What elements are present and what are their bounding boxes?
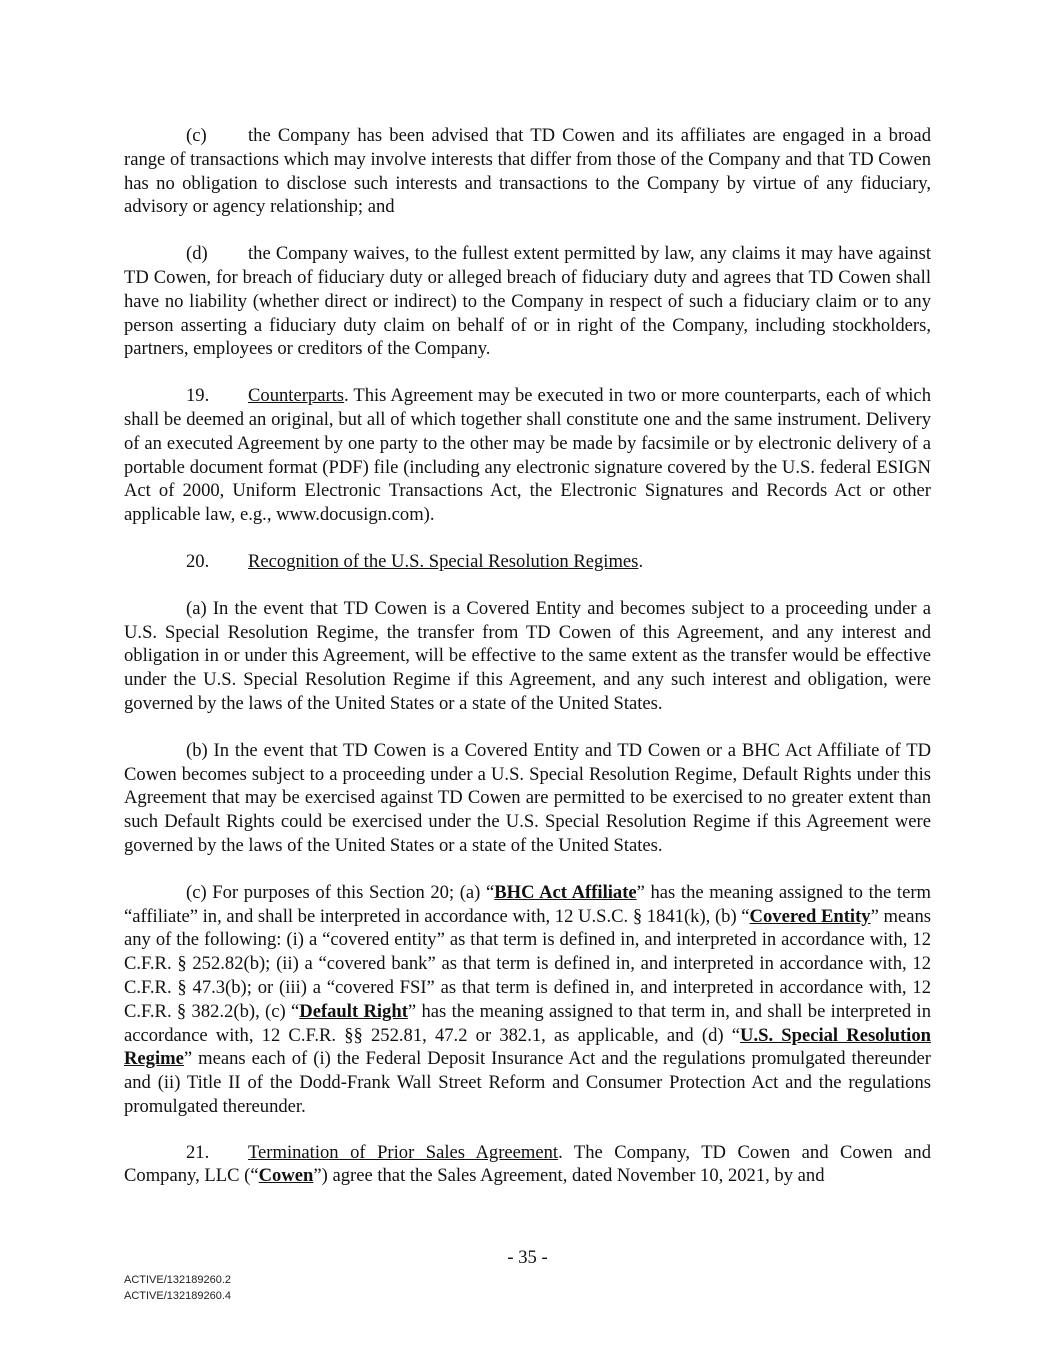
section-20-b-text: (b) In the event that TD Cowen is a Covered Entity and TD Cowen or a BHC Act Affiliate of TD Cowen becomes subject to a proceeding under a U.S. Special Resolution Regime, Default Rights under this Agreement that may be exercised against TD Cowen are permitted to be exercised to no greater extent than such Default Rights could be exercised under the U.S. Special Resolution Regime if this Agreement were governed by the laws of the United States or a state of the United States. [124,739,931,856]
defined-term-us-special-resolution-regime: U.S. Special Resolution Regime [124,1024,931,1070]
paragraph-c-label: (c) [186,125,207,146]
section-20-number: 20. [186,550,210,572]
section-20-c-part2: ” has the meaning assigned to the term “affiliate” in, and shall be interpreted in accordance with, 12 U.S.C. § 1841(k), (b) “ [124,881,931,927]
section-21 [124,1141,931,1189]
section-21-text2: ”) agree that the Sales Agreement, dated November 10, 2021, by and [313,1165,825,1187]
section-20-a [124,597,931,716]
paragraph-c-text: the Company has been advised that TD Cowen and its affiliates are engaged in a broad range of transactions which may involve interests that differ from those of the Company and that TD Cowen has no obligation to disclose such interests and transactions to the Company by virtue of any fiduciary, advisory or agency relationship; and [124,125,931,218]
document-page [124,124,931,1211]
section-20-title-end: . [638,550,644,572]
doc-id-2: ACTIVE/132189260.4 [124,1290,232,1302]
section-21-title: Termination of Prior Sales Agreement [248,1141,559,1163]
section-19-text: . This Agreement may be executed in two or more counterparts, each of which shall be deemed an original, but all of which together shall constitute one and the same instrument. Delivery of an executed Agreement by one party to the other may be made by facsimile or by electronic delivery of a portable document format (PDF) file (including any electronic signature covered by the U.S. federal ESIGN Act of 2000, Uniform Electronic Transactions Act, the Electronic Signatures and Records Act or other applicable law, e.g., www.docusign.com). [124,385,931,526]
defined-term-bhc-act-affiliate: BHC Act Affiliate [494,881,637,903]
section-20-c-part5: ” means each of (i) the Federal Deposit Insurance Act and the regulations promulgated thereunder and (ii) Title II of the Dodd-Frank Wall Street Reform and Consumer Protection Act and the regulations promulgated thereunder. [124,1048,931,1117]
section-20-b [124,739,931,858]
section-20-c [124,881,931,1119]
paragraph-d [124,242,931,361]
section-20-c-part3: ” means any of the following: (i) a “covered entity” as that term is defined in, and interpreted in accordance with, 12 C.F.R. § 252.82(b); (ii) a “covered bank” as that term is defined in, and interpreted in accordance with, 12 C.F.R. § 47.3(b); or (iii) a “covered FSI” as that term is defined in, and interpreted in accordance with, 12 C.F.R. § 382.2(b), (c) “ [124,905,931,1022]
section-19-title: Counterparts [248,385,345,407]
defined-term-default-right: Default Right [299,1000,408,1022]
page-number: - 35 - [507,1247,548,1268]
section-20-title: Recognition of the U.S. Special Resolution Regimes [248,550,639,572]
section-20-heading [124,550,931,574]
defined-term-covered-entity: Covered Entity [749,905,871,927]
paragraph-d-label: (d) [186,243,208,265]
document-footer [124,1272,231,1304]
paragraph-d-text: the Company waives, to the fullest extent permitted by law, any claims it may have against TD Cowen, for breach of fiduciary duty or alleged breach of fiduciary duty and agrees that TD Cowen shall have no liability (whether direct or indirect) to the Company in respect of such a fiduciary claim or to any person asserting a fiduciary duty claim on behalf of or in right of the Company, including stockholders, partners, employees or creditors of the Company. [124,243,931,360]
section-21-text1: . The Company, TD Cowen and Cowen and Company, LLC (“ [124,1141,932,1187]
defined-term-cowen: Cowen [258,1165,314,1187]
section-20-c-part1: (c) For purposes of this Section 20; (a) “ [186,881,495,903]
section-19 [124,384,931,527]
paragraph-c [124,124,931,219]
doc-id-1: ACTIVE/132189260.2 [124,1274,232,1286]
section-20-a-text: (a) In the event that TD Cowen is a Covered Entity and becomes subject to a proceeding under a U.S. Special Resolution Regime, the transfer from TD Cowen of this Agreement, and any interest and obligation in or under this Agreement, will be effective to the same extent as the transfer would be effective under the U.S. Special Resolution Regime if this Agreement, and any such interest and obligation, were governed by the laws of the United States or a state of the United States. [124,597,931,714]
section-21-number: 21. [186,1141,210,1163]
section-19-number: 19. [186,385,210,407]
section-20-c-part4: ” has the meaning assigned to that term in, and shall be interpreted in accordance with, 12 C.F.R. §§ 252.81, 47.2 or 382.1, as applicable, and (d) “ [124,1000,931,1046]
